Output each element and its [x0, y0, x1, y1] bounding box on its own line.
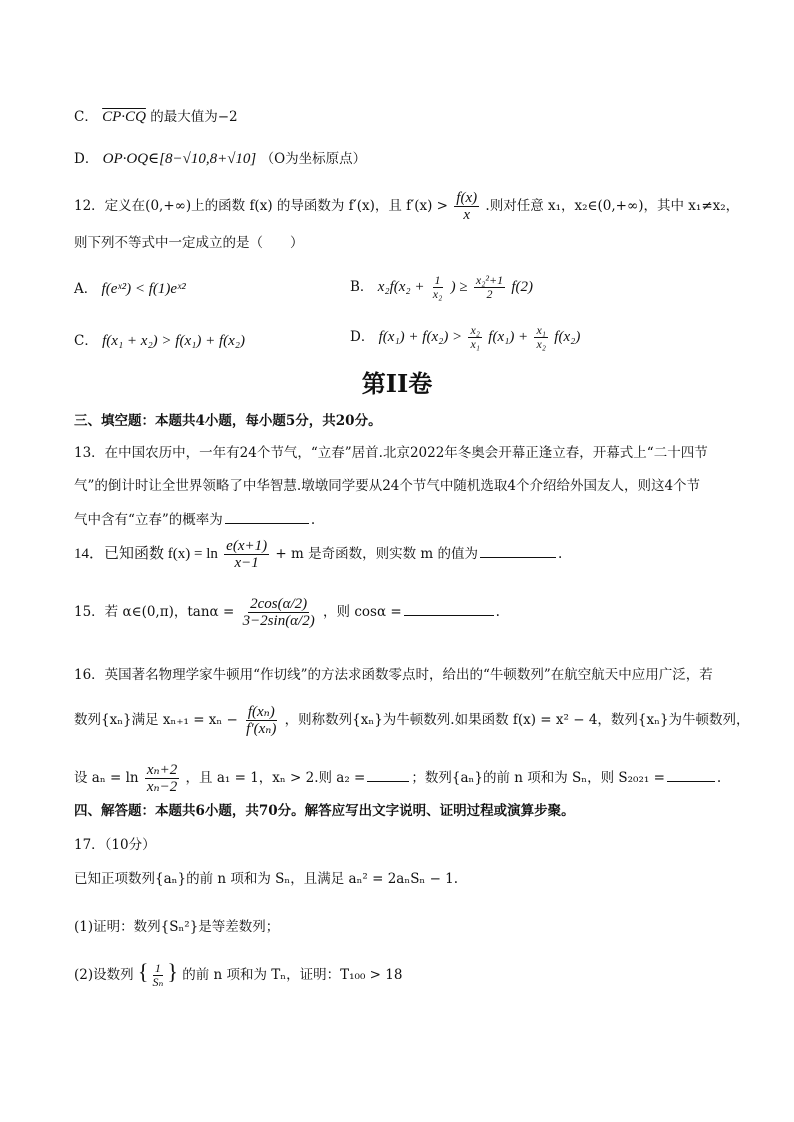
q17-part-2-text: (2)设数列	[74, 967, 134, 983]
q15-suffix: ，则 cosα =	[323, 604, 402, 620]
q15-fraction	[241, 596, 317, 629]
q17-part-1: (1)证明：数列{Sₙ²}是等差数列；	[74, 919, 280, 935]
q16-text: 设 aₙ = ln	[74, 770, 139, 786]
fraction-denominator: 3−2sin(α/2)	[242, 613, 315, 629]
q12-stem-text: 12．定义在(0,+∞)上的函数 f(x) 的导函数为 f′(x)，且 f′(x) >	[74, 198, 448, 214]
fraction-denominator: x	[463, 207, 471, 223]
q16-line-3: 设 aₙ = ln $\frac{\text{xₙ+2}}{\text{xₙ−2}}$ ，且 a₁ = 1，xₙ > 2.则 a₂ = ；数列{aₙ}的前 n 项和为 Sₙ，则 S₂₀₂₁ = .	[74, 762, 722, 795]
q12-stem-text-cont: .则对任意 x₁，x₂∈(0,+∞)，其中 x₁≠x₂，	[485, 198, 740, 214]
option-label: D．	[350, 329, 375, 345]
q14-line: 14．已知函数 f(x) = ln $\frac{e(x+1)}{x-1}$ + m 是奇函数，则实数 m 的值为 .	[74, 538, 563, 571]
section-four-heading: 四、解答题：本题共6小题，共70分。解答应写出文字说明、证明过程或演算步聚。	[74, 803, 575, 819]
fraction-numerator: 1	[154, 961, 161, 975]
option-expression-part: x₂f(x₂ +	[377, 279, 425, 295]
q17-stem: 已知正项数列{aₙ}的前 n 项和为 Sₙ，且满足 aₙ² = 2aₙSₙ − 1.	[74, 871, 459, 887]
q13-text: 气中含有“立春”的概率为	[74, 512, 223, 528]
option-expression-part: f(2)	[511, 279, 534, 295]
q11-option-c	[74, 108, 734, 126]
fraction-denominator: xₙ−2	[146, 779, 178, 795]
q16-text-cont: ；数列{aₙ}的前 n 项和为 Sₙ，则 S₂₀₂₁ =	[411, 770, 665, 786]
q12-stem-line-1	[74, 190, 740, 223]
answer-blank[interactable]	[404, 601, 494, 616]
option-fraction	[431, 274, 445, 301]
right-brace-icon: }	[167, 959, 178, 984]
fraction-numerator: f(x)	[456, 190, 478, 206]
q13-line-2: 气”的倒计时让全世界领略了中华智慧.墩墩同学要从24个节气中随机选取4个介绍给外国友人，则这4个节	[74, 478, 701, 494]
fraction-denominator: 2	[486, 287, 493, 301]
fraction-numerator: f(xₙ)	[247, 704, 275, 720]
q16-newton-fraction	[244, 704, 278, 737]
fraction-numerator: 1	[434, 273, 441, 287]
q16-text-cont: ，且 a₁ = 1，xₙ > 2.则 a₂ =	[185, 770, 366, 786]
vector-range-expression: OP·OQ∈[8−√10,8+√10]	[102, 151, 257, 167]
option-expression-part: f(x₁) +	[488, 329, 529, 345]
option-fraction	[534, 324, 548, 351]
q16-text-cont: ，则称数列{xₙ}为牛顿数列.如果函数 f(x) = x² − 4，数列{xₙ}为牛顿数列，	[284, 712, 750, 728]
option-label: C．	[74, 109, 98, 125]
q12-option-b	[350, 274, 730, 301]
fraction-numerator: x₂	[470, 323, 480, 337]
option-expression-part: f(x₁) + f(x₂) >	[378, 329, 463, 345]
option-expression-part: ) ≥	[450, 279, 468, 295]
q11-option-d	[74, 150, 734, 168]
option-fraction	[474, 274, 505, 301]
q12-stem-line-2: 则下列不等式中一定成立的是（ ）	[74, 235, 304, 251]
answer-blank[interactable]	[480, 543, 556, 558]
fraction-numerator: x₁	[536, 323, 546, 337]
fraction-denominator: x₂	[536, 337, 546, 351]
q15-line: 15．若 α∈(0,π)，tanα = $\frac{2\cos(\alpha/2)}{3-2\sin(\alpha/2)}$ ，则 cosα = .	[74, 596, 500, 629]
answer-blank-s2021[interactable]	[667, 767, 715, 782]
fraction-denominator: x−1	[234, 555, 259, 571]
q12-stem-fraction	[454, 190, 479, 223]
q17-part-2-text-cont: 的前 n 项和为 Tₙ，证明：T₁₀₀ > 18	[182, 967, 403, 983]
q17-header: 17．（10分）	[74, 837, 156, 853]
q15-prefix: 15．若 α∈(0,π)，tanα =	[74, 604, 235, 620]
q16-line-2	[74, 704, 750, 737]
q17-fraction	[150, 962, 165, 989]
option-label: C．	[74, 333, 98, 349]
option-label: B．	[350, 279, 374, 295]
fraction-numerator: 2cos(α/2)	[250, 596, 308, 612]
section-three-heading: 三、填空题：本题共4小题，每小题5分，共20分。	[74, 413, 382, 429]
fraction-denominator: x₁	[470, 337, 480, 351]
q16-text: 数列{xₙ}满足 xₙ₊₁ = xₙ −	[74, 712, 238, 728]
q16-line-1: 16．英国著名物理学家牛顿用“作切线”的方法求函数零点时，给出的“牛顿数列”在航空航天中应用广泛，若	[74, 667, 713, 683]
fraction-numerator: e(x+1)	[226, 538, 268, 554]
option-expression-part: f(x₂)	[554, 329, 581, 345]
q12-option-d	[350, 324, 730, 351]
option-expression: f(x₁ + x₂) > f(x₁) + f(x₂)	[102, 333, 245, 349]
answer-blank[interactable]	[225, 509, 309, 524]
q13-line-1: 13．在中国农历中，一年有24个节气，“立春”居首.北京2022年冬奥会开幕正逢立春，开幕式上“二十四节	[74, 445, 708, 461]
option-note: （O为坐标原点）	[260, 151, 367, 167]
q14-fraction	[224, 538, 269, 571]
left-brace-icon: {	[137, 959, 149, 984]
fraction-denominator: x₂	[432, 287, 443, 301]
q14-suffix: + m 是奇函数，则实数 m 的值为	[275, 546, 478, 562]
option-label: A．	[74, 281, 98, 297]
fraction-denominator: Sₙ	[152, 975, 164, 989]
fraction-denominator: f′(xₙ)	[246, 721, 277, 737]
q14-prefix: 14．已知函数 f(x) = ln	[74, 546, 218, 562]
q16-log-fraction	[145, 762, 179, 795]
option-text: 的最大值为−2	[150, 109, 238, 125]
fraction-numerator: xₙ+2	[146, 762, 178, 778]
part-two-title: 第II卷	[361, 369, 433, 398]
answer-blank-a2[interactable]	[367, 767, 409, 782]
option-label: D．	[74, 151, 99, 167]
q13-line-3: 气中含有“立春”的概率为 .	[74, 509, 734, 529]
q17-part-2	[74, 959, 734, 989]
option-fraction	[468, 324, 482, 351]
option-expression: f(eˣ²) < f(1)eˣ²	[101, 281, 186, 297]
vector-expression: CP·CQ	[102, 109, 146, 125]
fraction-numerator: x₂²+1	[475, 273, 504, 287]
